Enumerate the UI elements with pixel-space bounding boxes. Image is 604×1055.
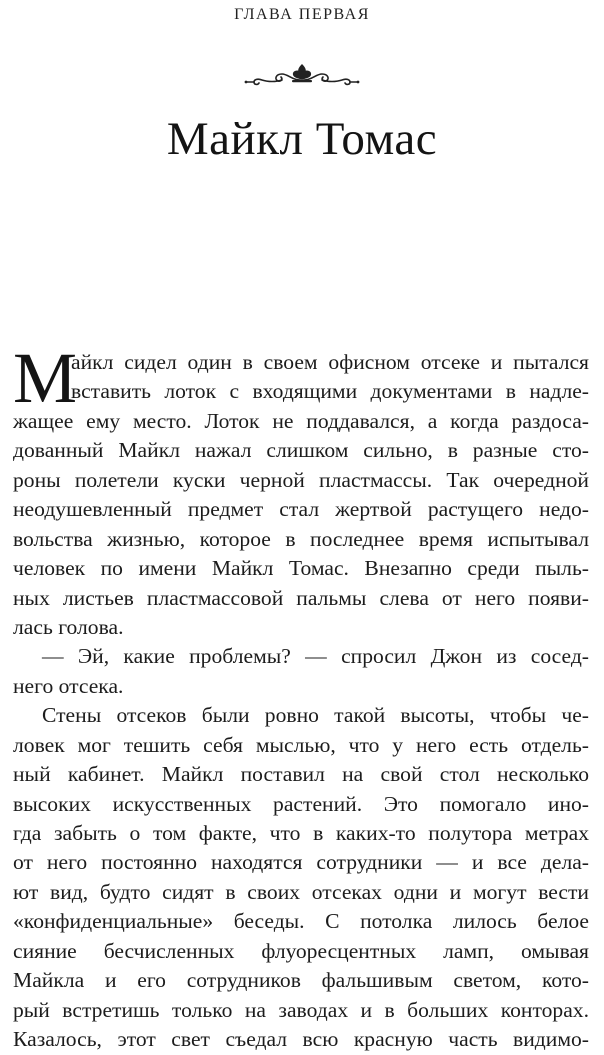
text-line: «конфиденциальные» беседы. С потолка лилось белое: [13, 909, 589, 934]
chapter-title: Майкл Томас: [166, 113, 438, 165]
text-line: лась голова.: [13, 614, 124, 639]
text-line: дованный Майкл нажал слишком сильно, в разные сто-: [13, 438, 589, 463]
text-line: сияние бесчисленных флуоресцентных ламп, омывая: [13, 938, 589, 963]
text-line: неодушевленный предмет стал жертвой растущего недо-: [13, 497, 589, 522]
text-line: Майкла и его сотрудников фальшивым светом, кото-: [13, 968, 589, 993]
text-line: рый встретишь только на заводах и в больших конторах.: [13, 997, 589, 1022]
text-line: Стены отсеков были ровно такой высоты, чтобы че-: [42, 703, 589, 728]
text-line: от него постоянно находятся сотрудники — и все дела-: [13, 850, 589, 875]
text-line: гда забыть о том факте, что в каких-то полутора метрах: [13, 821, 589, 845]
text-line: него отсека.: [13, 673, 124, 698]
text-line: Казалось, этот свет съедал всю красную часть видимо-: [13, 1027, 589, 1052]
text-line: высоких искусственных растений. Это помогало ино-: [13, 791, 589, 816]
text-line: ный кабинет. Майкл поставил на свой стол несколько: [13, 762, 589, 787]
text-line: айкл сидел один в своем офисном отсеке и пытался: [71, 350, 589, 374]
text-line: ют вид, будто сидят в своих отсеках одни и могут вести: [13, 879, 589, 904]
text-line: роны полетели куски черной пластмассы. Так очередной: [13, 467, 589, 492]
text-line: человек по имени Майкл Томас. Внезапно среди пыль-: [13, 556, 589, 581]
chapter-label: ГЛАВА ПЕРВАЯ: [234, 6, 370, 23]
drop-cap: М: [13, 338, 78, 418]
text-line: жащее ему место. Лоток не поддавался, а когда раздоса-: [13, 408, 589, 433]
body-text: [13, 338, 589, 1055]
text-line: ловек мог тешить себя мыслью, что у него есть отдель-: [13, 732, 589, 757]
text-line: — Эй, какие проблемы? — спросил Джон из сосед-: [42, 644, 589, 669]
decorative-flourish-icon: [242, 60, 362, 90]
text-line: ных листьев пластмассовой пальмы слева от него появи-: [13, 585, 589, 610]
text-line: вставить лоток с входящими документами в надле-: [71, 379, 589, 404]
text-line: вольства жизнью, которое в последнее время испытывал: [13, 526, 589, 551]
